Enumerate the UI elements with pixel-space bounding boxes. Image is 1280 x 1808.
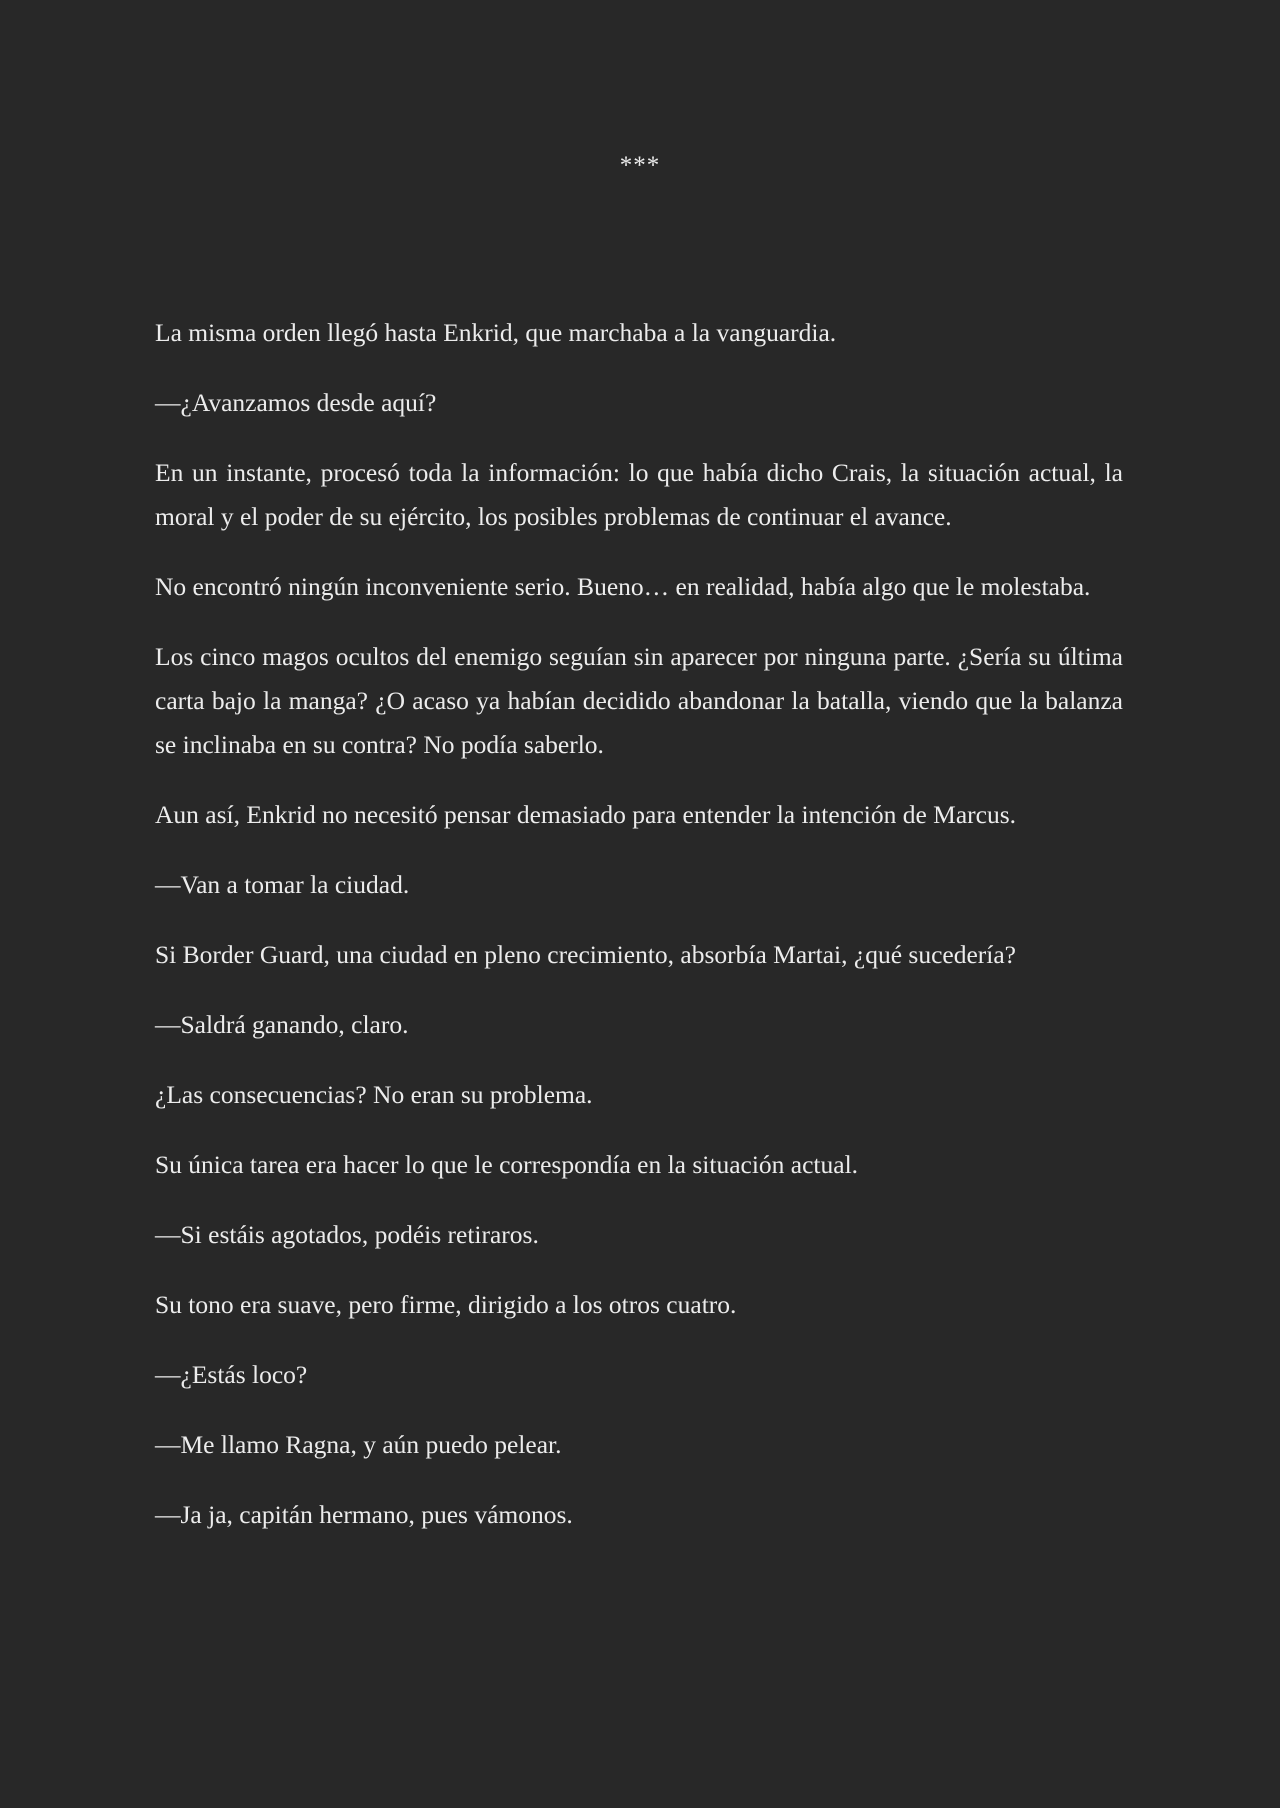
chapter-text <box>155 311 1123 1563</box>
paragraph: La misma orden llegó hasta Enkrid, que marchaba a la vanguardia. <box>155 318 837 347</box>
paragraph: —Si estáis agotados, podéis retiraros. <box>155 1220 539 1249</box>
paragraph: —Ja ja, capitán hermano, pues vámonos. <box>155 1500 573 1529</box>
paragraph: Su única tarea era hacer lo que le correspondía en la situación actual. <box>155 1150 859 1179</box>
paragraph: —¿Avanzamos desde aquí? <box>155 388 437 417</box>
paragraph: —¿Estás loco? <box>155 1360 308 1389</box>
paragraph: No encontró ningún inconveniente serio. Bueno… en realidad, había algo que le molestaba. <box>155 572 1091 601</box>
scene-separator: *** <box>619 152 661 179</box>
paragraph: Los cinco magos ocultos del enemigo seguían sin aparecer por ninguna parte. ¿Sería su última carta bajo la manga? ¿O acaso ya habían decidido abandonar la batalla, viendo que la balanza se inclinaba en su contra? No podía saberlo. <box>155 642 1123 759</box>
paragraph: Aun así, Enkrid no necesitó pensar demasiado para entender la intención de Marcus. <box>155 800 1017 829</box>
paragraph: Su tono era suave, pero firme, dirigido a los otros cuatro. <box>155 1290 737 1319</box>
paragraph: —Van a tomar la ciudad. <box>155 870 410 899</box>
paragraph: Si Border Guard, una ciudad en pleno crecimiento, absorbía Martai, ¿qué sucedería? <box>155 940 1016 969</box>
paragraph: —Saldrá ganando, claro. <box>155 1010 409 1039</box>
paragraph: En un instante, procesó toda la información: lo que había dicho Crais, la situación actual, la moral y el poder de su ejército, los posibles problemas de continuar el avance. <box>155 458 1123 531</box>
paragraph: ¿Las consecuencias? No eran su problema. <box>155 1080 593 1109</box>
paragraph: —Me llamo Ragna, y aún puedo pelear. <box>155 1430 562 1459</box>
